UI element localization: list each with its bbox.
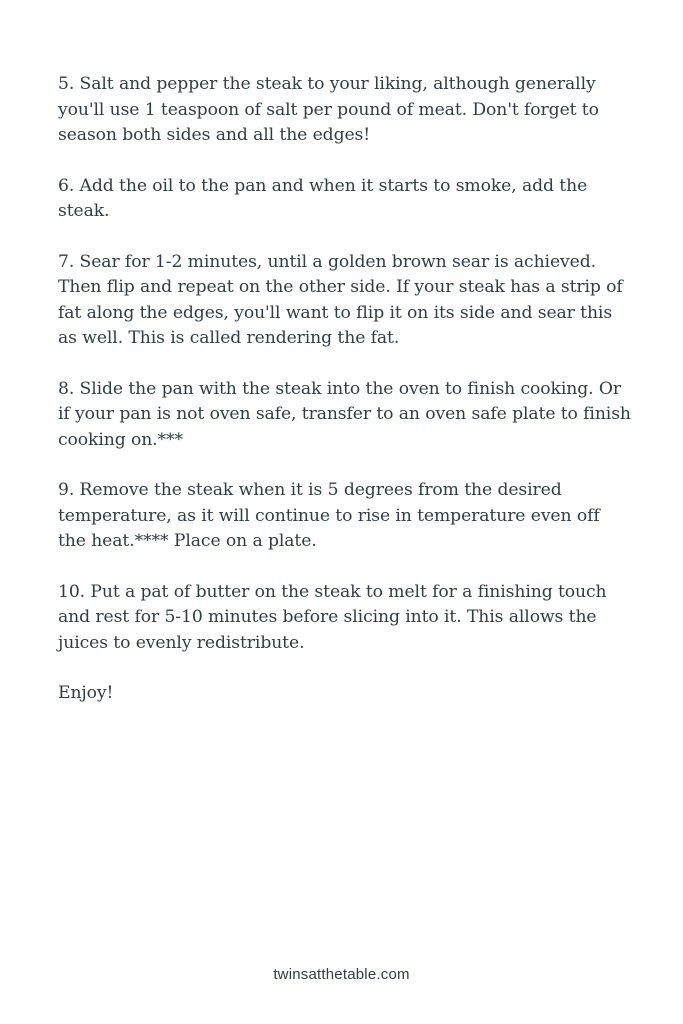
step-10: 10. Put a pat of butter on the steak to melt for a finishing touch and rest for 5-10 minutes before slicing into it. This allows the juices to evenly redistribute. bbox=[58, 581, 607, 653]
closing-text: Enjoy! bbox=[58, 683, 114, 703]
step-7: 7. Sear for 1-2 minutes, until a golden brown sear is achieved. Then flip and repeat on the other side. If your steak has a strip of fat along the edges, you'll want to flip it on its side and sear this as well. This is called rendering the fat. bbox=[58, 251, 623, 348]
step-6: 6. Add the oil to the pan and when it starts to smoke, add the steak. bbox=[58, 175, 588, 221]
step-8: 8. Slide the pan with the steak into the oven to finish cooking. Or if your pan is not oven safe, transfer to an oven safe plate to finish cooking on.*** bbox=[58, 378, 631, 450]
recipe-instructions bbox=[58, 72, 632, 732]
step-9: 9. Remove the steak when it is 5 degrees from the desired temperature, as it will continue to rise in temperature even off the heat.**** Place on a plate. bbox=[58, 480, 600, 551]
site-footer: twinsatthetable.com bbox=[273, 966, 410, 983]
step-5: 5. Salt and pepper the steak to your liking, although generally you'll use 1 teaspoon of salt per pound of meat. Don't forget to season both sides and all the edges! bbox=[58, 74, 599, 145]
